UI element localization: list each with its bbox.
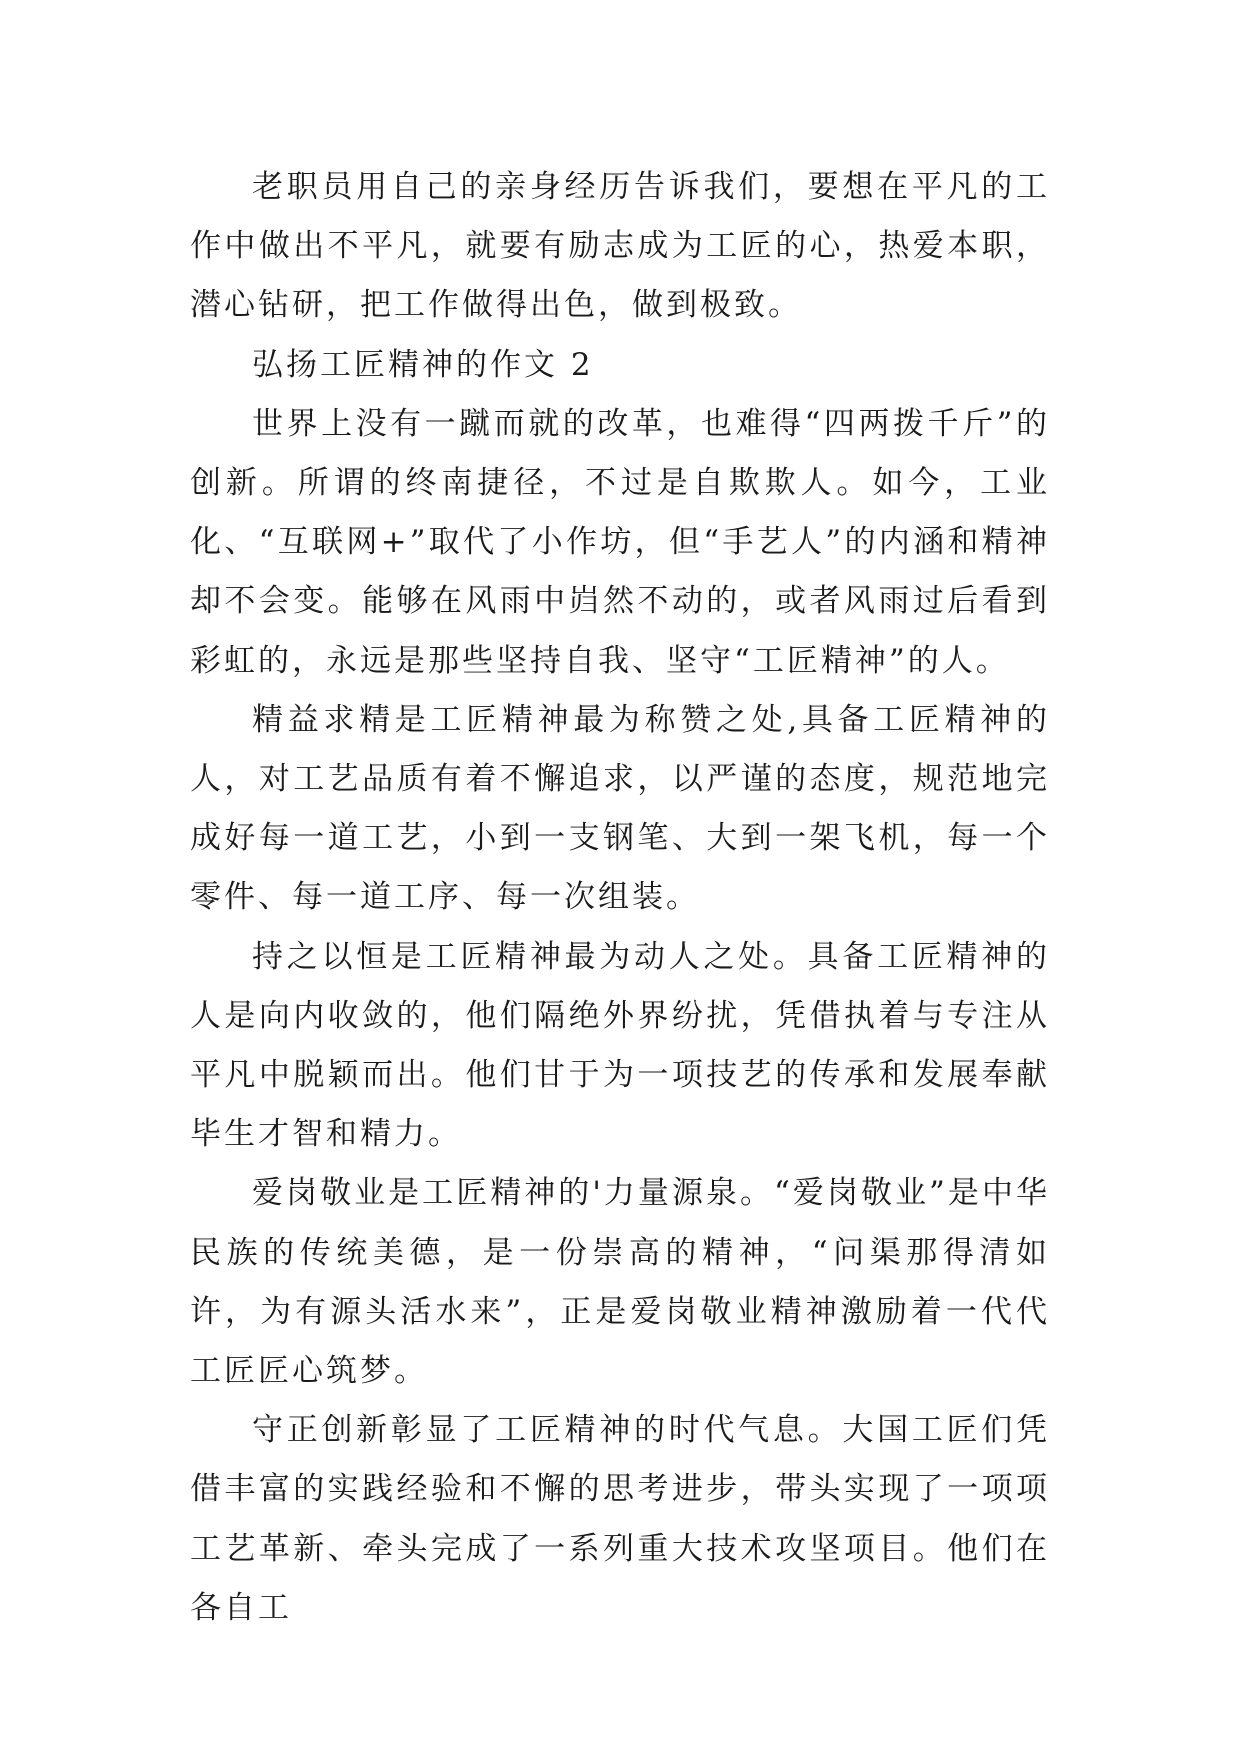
- paragraph-1: 老职员用自己的亲身经历告诉我们，要想在平凡的工作中做出不平凡，就要有励志成为工匠的心，热爱本职，潜心钻研，把工作做得出色，做到极致。: [190, 169, 1050, 324]
- essay-heading: 弘扬工匠精神的作文 2: [252, 346, 594, 383]
- paragraph-5: 爱岗敬业是工匠精神的'力量源泉。“爱岗敬业”是中华民族的传统美德，是一份崇高的精神，“问渠那得清如许，为有源头活水来”，正是爱岗敬业精神激励着一代代工匠匠心筑梦。: [190, 1175, 1050, 1390]
- paragraph-3: 精益求精是工匠精神最为称赞之处,具备工匠精神的人，对工艺品质有着不懈追求，以严谨的态度，规范地完成好每一道工艺，小到一支钢笔、大到一架飞机，每一个零件、每一道工序、每一次组装。: [190, 701, 1050, 916]
- document-body: [190, 158, 1050, 1638]
- paragraph-4: 持之以恒是工匠精神最为动人之处。具备工匠精神的人是向内收敛的，他们隔绝外界纷扰，凭借执着与专注从平凡中脱颖而出。他们甘于为一项技艺的传承和发展奉献毕生才智和精力。: [190, 938, 1050, 1153]
- paragraph-2: 世界上没有一蹴而就的改革，也难得“四两拨千斤”的创新。所谓的终南捷径，不过是自欺欺人。如今，工业化、“互联网+”取代了小作坊，但“手艺人”的内涵和精神却不会变。能够在风雨中岿然不动的，或者风雨过后看到彩虹的，永远是那些坚持自我、坚守“工匠精神”的人。: [190, 405, 1050, 679]
- paragraph-6: 守正创新彰显了工匠精神的时代气息。大国工匠们凭借丰富的实践经验和不懈的思考进步，带头实现了一项项工艺革新、牵头完成了一系列重大技术攻坚项目。他们在各自工: [190, 1412, 1050, 1626]
